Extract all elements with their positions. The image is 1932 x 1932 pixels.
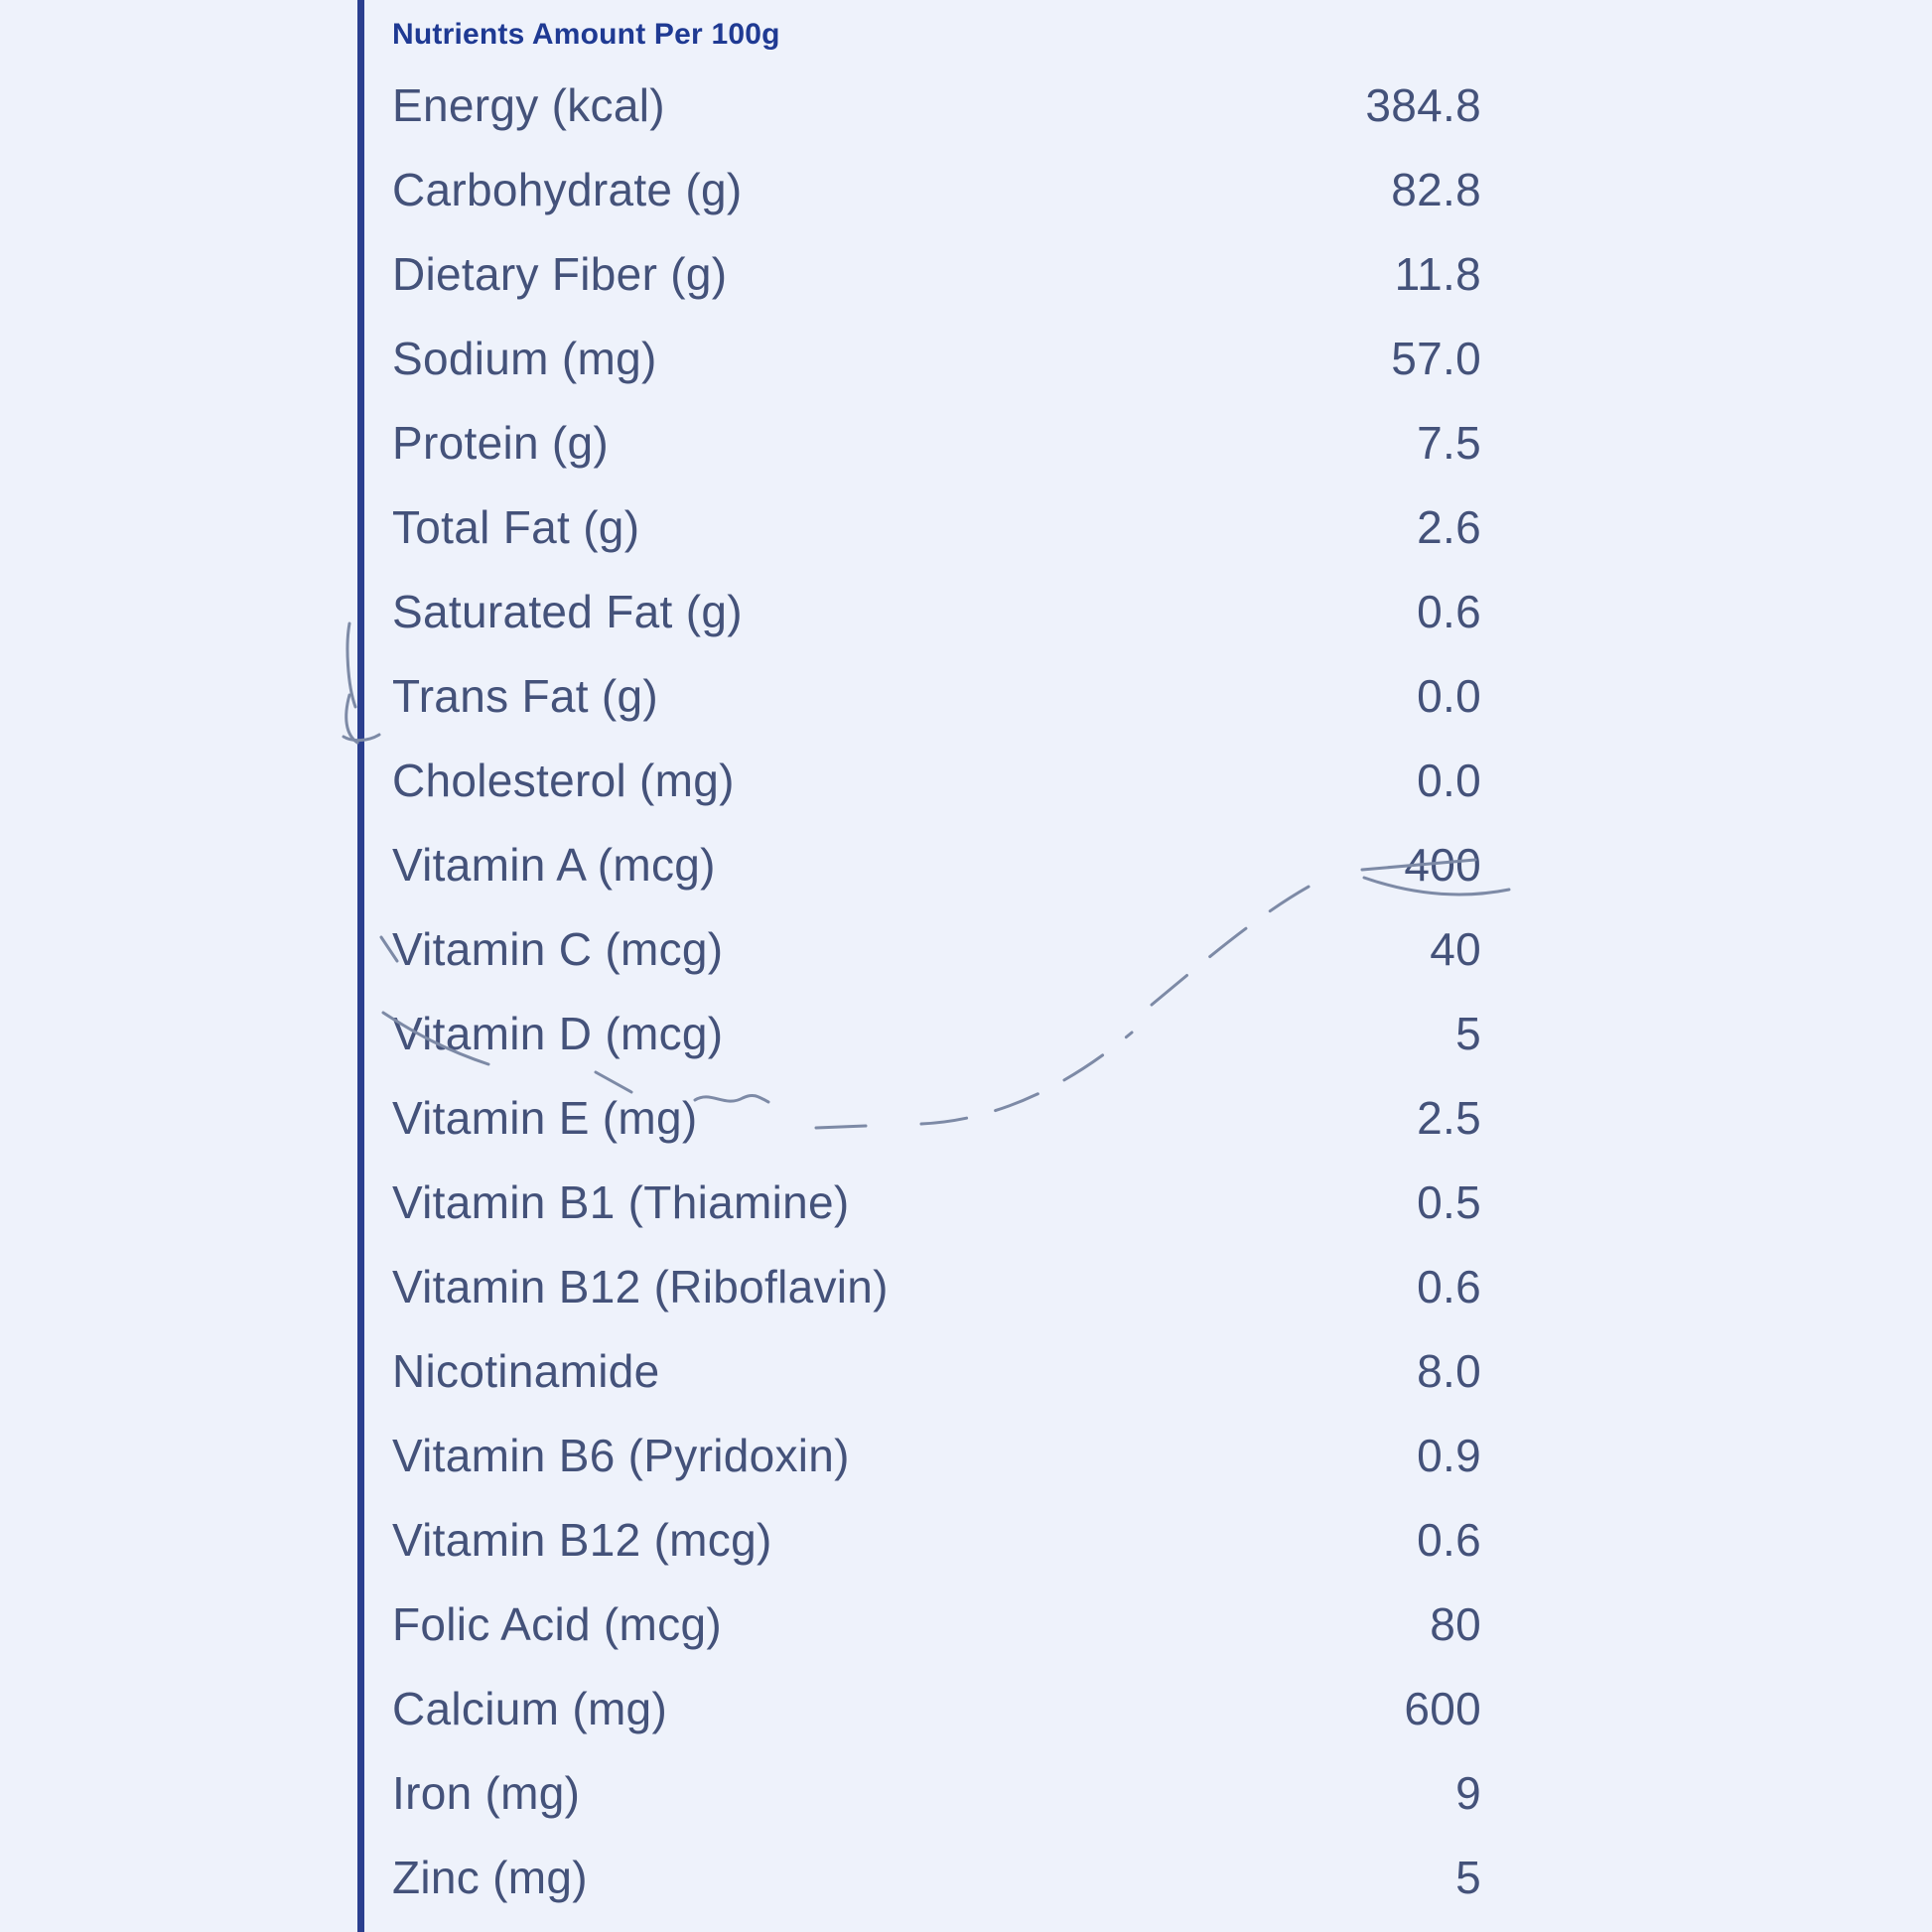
nutrient-label: Sodium (mg) bbox=[392, 333, 657, 384]
nutrition-table-container bbox=[357, 0, 1569, 1932]
table-header-row bbox=[364, 0, 1569, 64]
table-row bbox=[364, 1667, 1569, 1751]
table-row bbox=[364, 64, 1569, 148]
table-row bbox=[364, 148, 1569, 232]
nutrient-value: 0.0 bbox=[1417, 670, 1481, 722]
nutrient-value: 80 bbox=[1430, 1598, 1481, 1650]
table-row bbox=[364, 739, 1569, 823]
nutrient-label: Trans Fat (g) bbox=[392, 670, 659, 722]
nutrient-value: 57.0 bbox=[1391, 333, 1481, 384]
nutrient-value: 82.8 bbox=[1391, 164, 1481, 215]
nutrient-value: 0.6 bbox=[1417, 586, 1481, 637]
nutrient-value: 2.5 bbox=[1417, 1092, 1481, 1144]
table-row bbox=[364, 570, 1569, 654]
nutrient-label: Carbohydrate (g) bbox=[392, 164, 743, 215]
nutrient-value: 9 bbox=[1455, 1767, 1481, 1819]
nutrient-value: 8.0 bbox=[1417, 1345, 1481, 1397]
table-row bbox=[364, 232, 1569, 317]
nutrient-label: Nicotinamide bbox=[392, 1345, 660, 1397]
table-row bbox=[364, 992, 1569, 1076]
table-row bbox=[364, 1076, 1569, 1161]
nutrient-label: Vitamin B6 (Pyridoxin) bbox=[392, 1430, 850, 1481]
nutrient-value: 0.9 bbox=[1417, 1430, 1481, 1481]
nutrient-value: 0.6 bbox=[1417, 1514, 1481, 1566]
nutrient-label: Vitamin E (mg) bbox=[392, 1092, 698, 1144]
table-row bbox=[364, 317, 1569, 401]
nutrient-label: Vitamin D (mcg) bbox=[392, 1008, 724, 1059]
table-row bbox=[364, 1245, 1569, 1329]
nutrient-label: Iron (mg) bbox=[392, 1767, 581, 1819]
nutrient-value: 7.5 bbox=[1417, 417, 1481, 469]
table-row bbox=[364, 907, 1569, 992]
table-row bbox=[364, 1414, 1569, 1498]
nutrient-value: 5 bbox=[1455, 1852, 1481, 1903]
table-header-title: Nutrients Amount Per 100g bbox=[392, 18, 780, 51]
nutrient-label: Energy (kcal) bbox=[392, 79, 665, 131]
nutrient-value: 384.8 bbox=[1365, 79, 1481, 131]
nutrient-label: Vitamin A (mcg) bbox=[392, 839, 716, 891]
nutrient-label: Folic Acid (mcg) bbox=[392, 1598, 722, 1650]
nutrient-value: 11.8 bbox=[1394, 248, 1481, 300]
nutrient-label: Calcium (mg) bbox=[392, 1683, 668, 1734]
nutrient-label: Vitamin B12 (mcg) bbox=[392, 1514, 772, 1566]
nutrition-table bbox=[364, 0, 1569, 1920]
nutrient-value: 0.5 bbox=[1417, 1176, 1481, 1228]
nutrient-label: Vitamin C (mcg) bbox=[392, 923, 724, 975]
nutrient-value: 600 bbox=[1404, 1683, 1481, 1734]
table-row bbox=[364, 1583, 1569, 1667]
table-row bbox=[364, 1161, 1569, 1245]
table-row bbox=[364, 485, 1569, 570]
nutrient-value: 2.6 bbox=[1417, 501, 1481, 553]
table-row bbox=[364, 1836, 1569, 1920]
nutrient-value: 0.0 bbox=[1417, 755, 1481, 806]
nutrient-label: Cholesterol (mg) bbox=[392, 755, 735, 806]
table-row bbox=[364, 1498, 1569, 1583]
nutrient-label: Zinc (mg) bbox=[392, 1852, 588, 1903]
nutrient-value: 0.6 bbox=[1417, 1261, 1481, 1312]
table-row bbox=[364, 654, 1569, 739]
nutrient-value: 400 bbox=[1404, 839, 1481, 891]
nutrient-label: Protein (g) bbox=[392, 417, 610, 469]
nutrient-label: Saturated Fat (g) bbox=[392, 586, 743, 637]
table-row bbox=[364, 1751, 1569, 1836]
nutrient-label: Total Fat (g) bbox=[392, 501, 640, 553]
nutrient-label: Vitamin B1 (Thiamine) bbox=[392, 1176, 850, 1228]
table-row bbox=[364, 401, 1569, 485]
nutrient-label: Dietary Fiber (g) bbox=[392, 248, 728, 300]
table-row bbox=[364, 1329, 1569, 1414]
table-row bbox=[364, 823, 1569, 907]
nutrient-value: 40 bbox=[1430, 923, 1481, 975]
table-body bbox=[364, 64, 1569, 1920]
nutrient-label: Vitamin B12 (Riboflavin) bbox=[392, 1261, 889, 1312]
nutrient-value: 5 bbox=[1455, 1008, 1481, 1059]
